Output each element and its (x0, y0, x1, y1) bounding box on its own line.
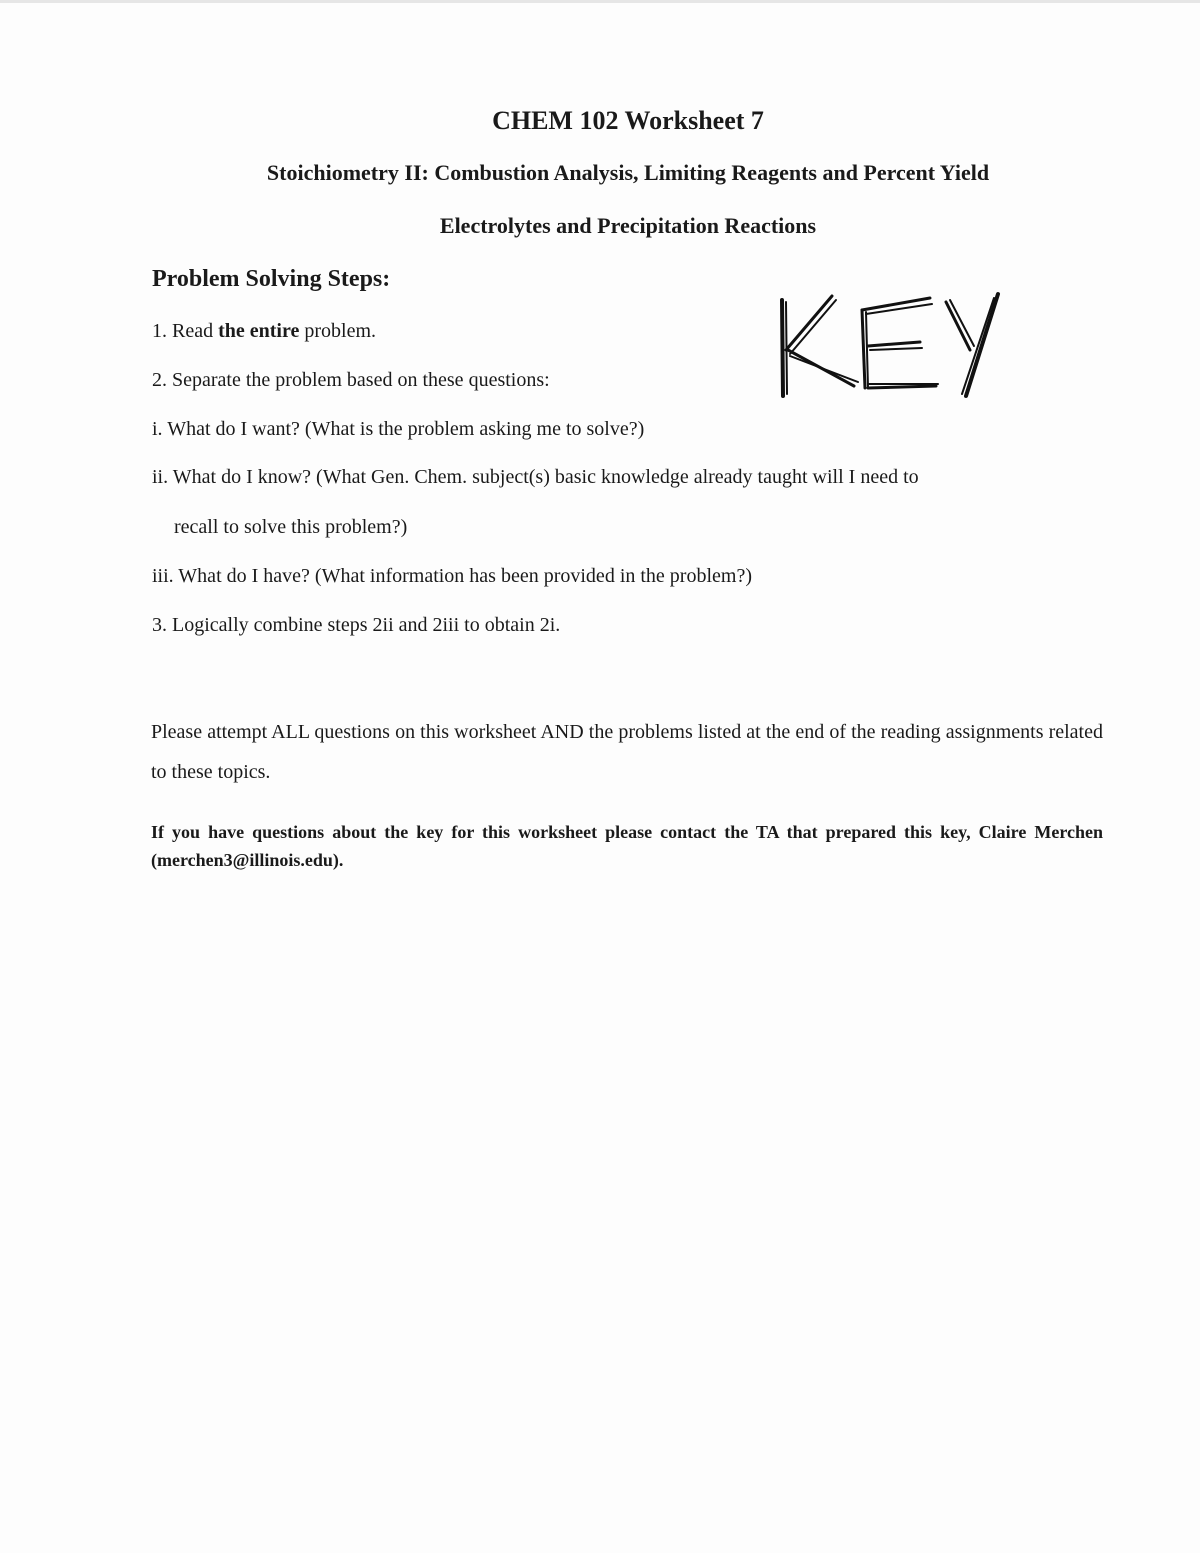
problem-solving-heading: Problem Solving Steps: (152, 266, 391, 292)
step-1-prefix: 1. Read (152, 320, 219, 342)
attempt-instructions: Please attempt ALL questions on this worksheet AND the problems listed at the end of the reading assignments related to these topics. (151, 721, 1103, 783)
topic-subtitle-line-2: Electrolytes and Precipitation Reactions (439, 213, 817, 238)
step-1 (152, 320, 376, 343)
step-2-ii-continued: recall to solve this problem?) (174, 516, 408, 538)
step-1-emphasis: the entire (218, 320, 300, 342)
scan-edge (0, 0, 1200, 3)
worksheet-title: CHEM 102 Worksheet 7 (492, 106, 764, 135)
handwritten-key-mark (770, 288, 1010, 400)
topic-subtitle-line-1: Stoichiometry II: Combustion Analysis, Limiting Reagents and Percent Yield (266, 160, 990, 185)
step-2-i: i. What do I want? (What is the problem asking me to solve?) (152, 418, 645, 440)
step-2-ii: ii. What do I know? (What Gen. Chem. subject(s) basic knowledge already taught will I need to (152, 466, 919, 488)
contact-note: If you have questions about the key for this worksheet please contact the TA that prepared this key, Claire Merchen (merchen3@illinois.edu). (151, 822, 1103, 870)
step-2-iii: iii. What do I have? (What information has been provided in the problem?) (152, 565, 752, 587)
step-1-suffix: problem. (299, 320, 377, 342)
step-3: 3. Logically combine steps 2ii and 2iii to obtain 2i. (152, 614, 561, 636)
step-2: 2. Separate the problem based on these questions: (152, 369, 550, 391)
